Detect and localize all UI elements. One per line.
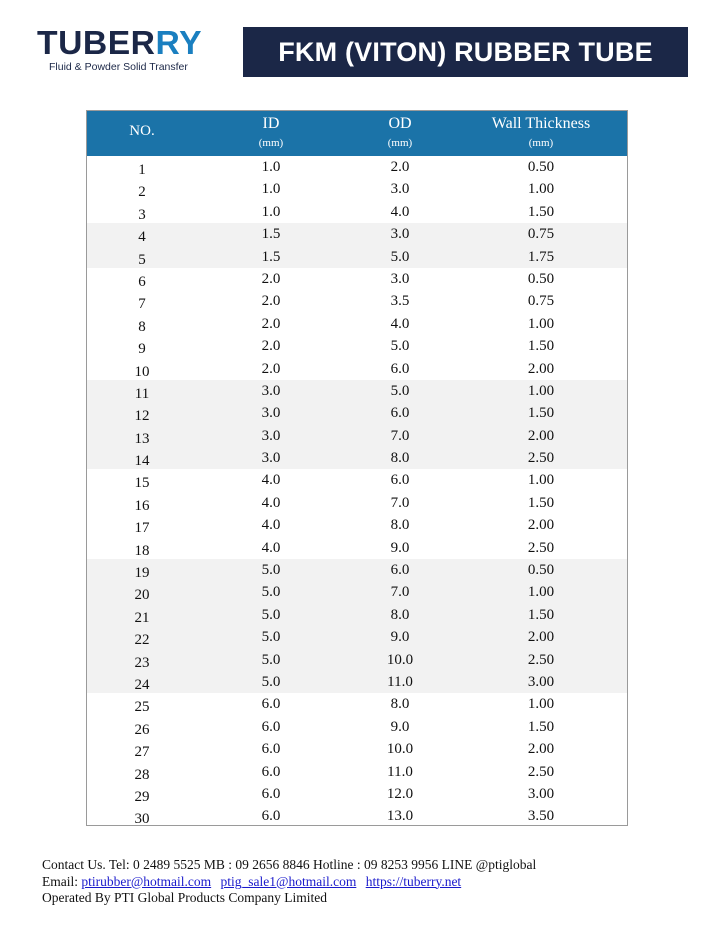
table-row	[87, 761, 627, 783]
cell-id: 2.0	[261, 315, 281, 332]
cell-id: 4.0	[261, 494, 281, 511]
cell-no: 11	[134, 385, 150, 402]
table-row	[87, 492, 627, 514]
table-row	[87, 201, 627, 223]
cell-id: 3.0	[261, 450, 281, 467]
row-group	[87, 156, 627, 223]
table-row	[87, 559, 627, 581]
cell-wall-thickness: 2.00	[527, 629, 555, 646]
row-group	[87, 559, 627, 693]
cell-id: 6.0	[261, 785, 281, 802]
cell-wall-thickness: 3.50	[527, 808, 555, 825]
cell-wall-thickness: 1.50	[527, 718, 555, 735]
table-row	[87, 425, 627, 447]
cell-wall-thickness: 3.00	[527, 673, 555, 690]
cell-id: 3.0	[261, 405, 281, 422]
row-group	[87, 469, 627, 559]
cell-wall-thickness: 1.00	[527, 472, 555, 489]
cell-no: 23	[134, 654, 150, 671]
header-od-unit: (mm)	[387, 137, 413, 149]
row-group	[87, 693, 627, 827]
table-row	[87, 335, 627, 357]
cell-no: 9	[138, 341, 146, 358]
table-row	[87, 223, 627, 245]
cell-no: 17	[134, 520, 150, 537]
cell-id: 1.0	[261, 203, 281, 220]
cell-id: 5.0	[261, 651, 281, 668]
email-link-ptirubber[interactable]: ptirubber@hotmail.com	[81, 873, 212, 889]
table-row	[87, 469, 627, 491]
email-link-ptig-sale[interactable]: ptig_sale1@hotmail.com	[220, 873, 357, 889]
size-table	[86, 110, 628, 826]
table-row	[87, 649, 627, 671]
cell-wall-thickness: 1.50	[527, 203, 555, 220]
cell-no: 22	[134, 632, 150, 649]
table-row	[87, 626, 627, 648]
cell-no: 4	[138, 229, 146, 246]
cell-no: 7	[138, 296, 146, 313]
header-od: OD	[388, 115, 412, 132]
cell-wall-thickness: 1.50	[527, 494, 555, 511]
cell-id: 2.0	[261, 360, 281, 377]
cell-od: 7.0	[390, 584, 410, 601]
cell-od: 5.0	[390, 382, 410, 399]
table-row	[87, 268, 627, 290]
contact-line: Contact Us. Tel: 0 2489 5525 MB : 09 2656 8846 Hotline : 09 8253 9956 LINE @ptiglobal	[42, 857, 537, 872]
cell-od: 3.0	[390, 226, 410, 243]
table-row	[87, 693, 627, 715]
email-line	[42, 874, 536, 891]
table-row	[87, 246, 627, 268]
table-row	[87, 514, 627, 536]
cell-no: 12	[134, 408, 150, 425]
cell-no: 13	[134, 430, 150, 447]
cell-id: 1.5	[261, 248, 281, 265]
operated-by: Operated By PTI Global Products Company Limited	[42, 890, 327, 905]
cell-wall-thickness: 2.50	[527, 651, 555, 668]
cell-no: 6	[138, 273, 146, 290]
cell-no: 27	[134, 744, 150, 761]
cell-wall-thickness: 1.00	[527, 584, 555, 601]
cell-od: 4.0	[390, 203, 410, 220]
cell-id: 6.0	[261, 718, 281, 735]
cell-no: 20	[134, 587, 150, 604]
cell-no: 15	[134, 475, 150, 492]
cell-wall-thickness: 0.50	[527, 562, 555, 579]
cell-od: 9.0	[390, 629, 410, 646]
cell-od: 12.0	[386, 785, 414, 802]
cell-id: 2.0	[261, 293, 281, 310]
header-wall-thickness-unit: (mm)	[528, 137, 554, 149]
cell-od: 3.0	[390, 270, 410, 287]
cell-od: 10.0	[386, 651, 414, 668]
header-id: ID	[262, 115, 280, 132]
cell-od: 8.0	[390, 606, 410, 623]
cell-od: 7.0	[390, 494, 410, 511]
cell-od: 5.0	[390, 248, 410, 265]
cell-od: 5.0	[390, 338, 410, 355]
cell-id: 1.5	[261, 226, 281, 243]
cell-wall-thickness: 2.50	[527, 539, 555, 556]
website-link[interactable]: https://tuberry.net	[365, 873, 462, 889]
cell-id: 6.0	[261, 763, 281, 780]
cell-od: 9.0	[390, 718, 410, 735]
cell-id: 1.0	[261, 159, 281, 175]
cell-no: 26	[134, 721, 150, 738]
table-row	[87, 313, 627, 335]
header-no: NO.	[129, 123, 155, 139]
table-row	[87, 604, 627, 626]
cell-id: 3.0	[261, 382, 281, 399]
row-group	[87, 268, 627, 380]
cell-no: 25	[134, 699, 150, 716]
cell-id: 5.0	[261, 629, 281, 646]
table-row	[87, 402, 627, 424]
cell-id: 5.0	[261, 606, 281, 623]
cell-no: 5	[138, 251, 146, 268]
cell-id: 4.0	[261, 472, 281, 489]
email-label: Email:	[42, 873, 78, 889]
cell-wall-thickness: 2.00	[527, 517, 555, 534]
cell-od: 6.0	[390, 472, 410, 489]
cell-od: 9.0	[390, 539, 410, 556]
cell-no: 19	[134, 565, 150, 582]
cell-id: 2.0	[261, 338, 281, 355]
table-row	[87, 537, 627, 559]
table-row	[87, 581, 627, 603]
cell-od: 11.0	[387, 763, 413, 780]
cell-wall-thickness: 0.50	[527, 270, 555, 287]
cell-id: 5.0	[261, 562, 281, 579]
row-group	[87, 223, 627, 268]
cell-wall-thickness: 0.50	[527, 159, 555, 175]
table-row	[87, 156, 627, 178]
cell-no: 8	[138, 318, 146, 335]
cell-wall-thickness: 1.00	[527, 696, 555, 713]
cell-od: 4.0	[390, 315, 410, 332]
header-id-unit: (mm)	[258, 137, 284, 149]
cell-no: 28	[134, 766, 150, 783]
logo-wordmark: TUBERRY	[37, 24, 203, 61]
cell-od: 7.0	[390, 427, 410, 444]
cell-od: 6.0	[390, 360, 410, 377]
cell-wall-thickness: 1.00	[527, 315, 555, 332]
cell-od: 10.0	[386, 741, 414, 758]
cell-od: 3.0	[390, 181, 410, 198]
table-row	[87, 738, 627, 760]
cell-no: 14	[134, 453, 150, 470]
cell-id: 6.0	[261, 696, 281, 713]
cell-wall-thickness: 0.75	[527, 226, 555, 243]
row-group	[87, 380, 627, 470]
page-title: FKM (VITON) RUBBER TUBE	[243, 27, 688, 77]
cell-wall-thickness: 2.50	[527, 763, 555, 780]
cell-id: 5.0	[261, 584, 281, 601]
cell-wall-thickness: 1.50	[527, 338, 555, 355]
cell-wall-thickness: 2.00	[527, 427, 555, 444]
cell-od: 3.5	[390, 293, 410, 310]
cell-wall-thickness: 2.00	[527, 360, 555, 377]
cell-od: 8.0	[390, 696, 410, 713]
cell-no: 2	[138, 184, 146, 201]
logo-tagline: Fluid & Powder Solid Transfer	[49, 61, 188, 73]
cell-id: 1.0	[261, 181, 281, 198]
cell-id: 6.0	[261, 808, 281, 825]
table-row	[87, 358, 627, 380]
table-body	[87, 156, 627, 828]
company-logo	[37, 26, 227, 76]
cell-od: 8.0	[390, 517, 410, 534]
table-row	[87, 178, 627, 200]
cell-id: 6.0	[261, 741, 281, 758]
cell-wall-thickness: 1.00	[527, 181, 555, 198]
cell-wall-thickness: 1.75	[527, 248, 555, 265]
table-row	[87, 447, 627, 469]
header-wall-thickness: Wall Thickness	[491, 115, 591, 132]
cell-no: 10	[134, 363, 150, 380]
cell-wall-thickness: 1.00	[527, 382, 555, 399]
cell-id: 3.0	[261, 427, 281, 444]
cell-wall-thickness: 1.50	[527, 606, 555, 623]
cell-id: 4.0	[261, 539, 281, 556]
cell-od: 6.0	[390, 562, 410, 579]
cell-od: 11.0	[387, 673, 413, 690]
table-row	[87, 380, 627, 402]
cell-no: 18	[134, 542, 150, 559]
cell-no: 16	[134, 497, 150, 514]
cell-od: 8.0	[390, 450, 410, 467]
cell-wall-thickness: 2.00	[527, 741, 555, 758]
cell-wall-thickness: 3.00	[527, 785, 555, 802]
cell-no: 30	[134, 811, 150, 828]
table-header	[87, 111, 627, 156]
cell-od: 2.0	[390, 159, 410, 175]
contact-footer	[42, 857, 536, 907]
cell-wall-thickness: 2.50	[527, 450, 555, 467]
table-row	[87, 783, 627, 805]
cell-no: 1	[138, 162, 146, 178]
cell-no: 29	[134, 788, 150, 805]
cell-od: 6.0	[390, 405, 410, 422]
table-row	[87, 671, 627, 693]
cell-wall-thickness: 1.50	[527, 405, 555, 422]
cell-no: 24	[134, 676, 150, 693]
cell-no: 21	[134, 609, 150, 626]
table-row	[87, 716, 627, 738]
cell-id: 5.0	[261, 673, 281, 690]
cell-id: 2.0	[261, 270, 281, 287]
table-row	[87, 805, 627, 827]
table-row	[87, 290, 627, 312]
cell-od: 13.0	[386, 808, 414, 825]
cell-no: 3	[138, 206, 146, 223]
cell-wall-thickness: 0.75	[527, 293, 555, 310]
cell-id: 4.0	[261, 517, 281, 534]
